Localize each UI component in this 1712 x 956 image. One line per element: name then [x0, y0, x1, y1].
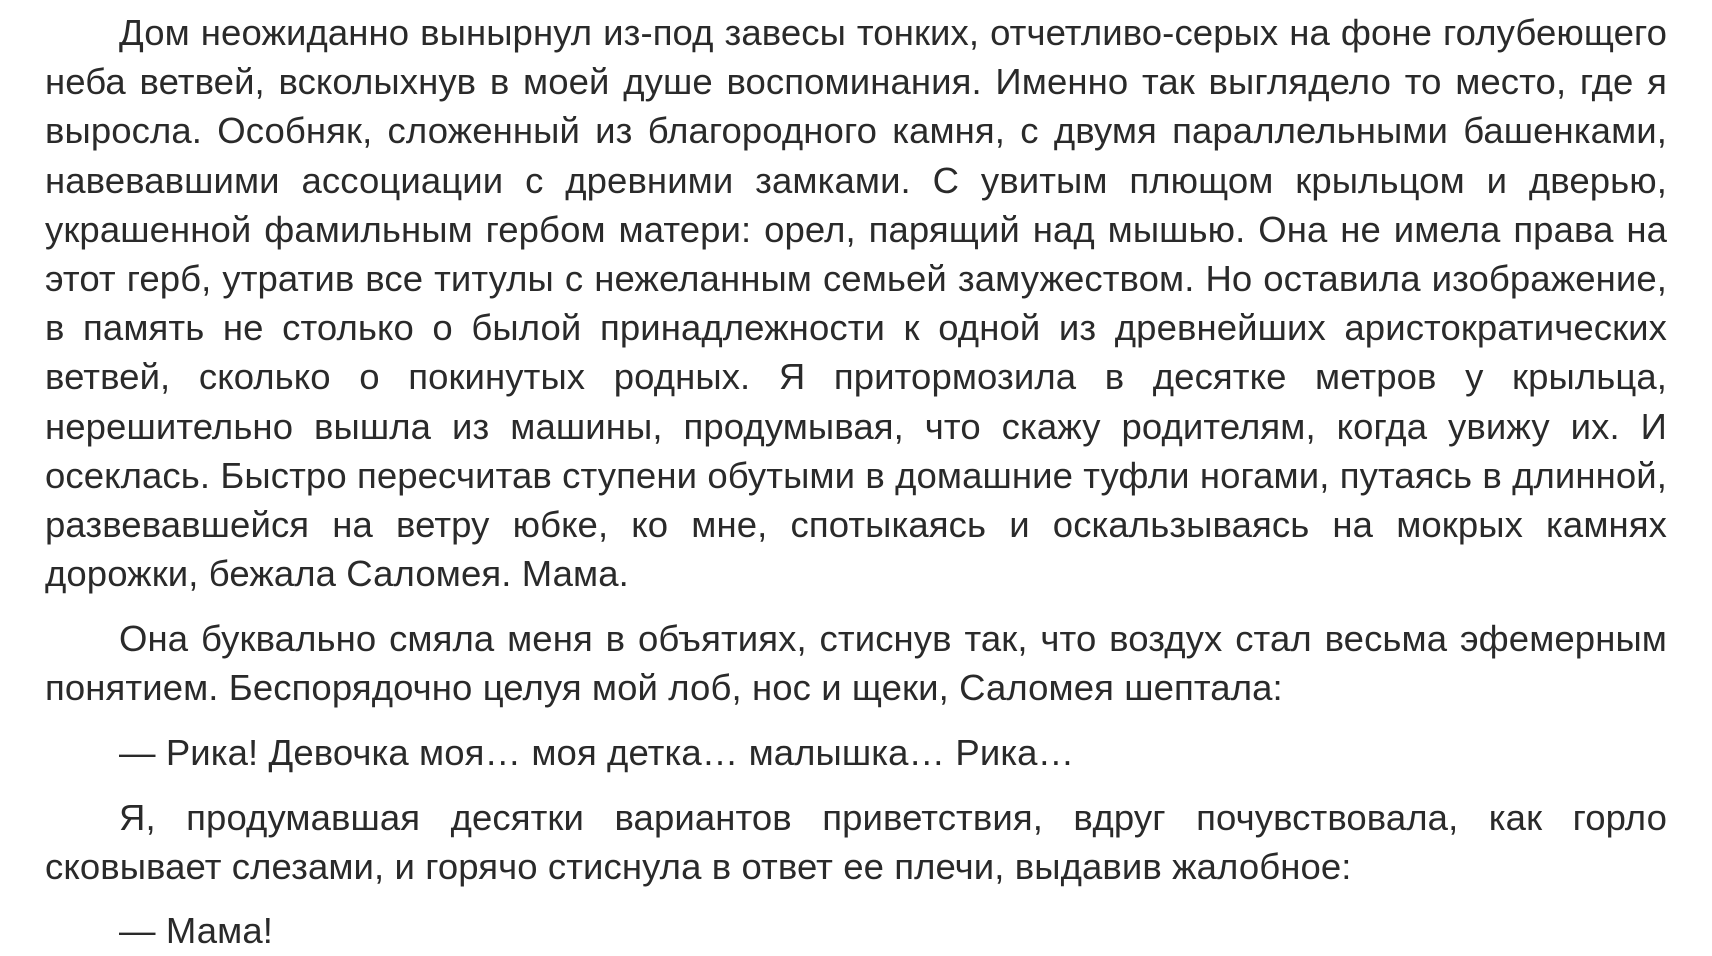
dialogue-line: — Мама!: [119, 910, 273, 952]
document-page: [0, 8, 1712, 952]
paragraph: Она буквально смяла меня в объятиях, стиснув так, что воздух стал весьма эфемерным понятием. Беспорядочно целуя мой лоб, нос и щеки, Саломея шептала:: [45, 617, 1667, 709]
dialogue-line: — Рика! Девочка моя… моя детка… малышка… Рика…: [119, 731, 1075, 773]
paragraph: Я, продумавшая десятки вариантов приветствия, вдруг почувствовала, как горло сковывает слезами, и горячо стиснула в ответ ее плечи, выдавив жалобное:: [45, 796, 1667, 887]
paragraph: Дом неожиданно вынырнул из-под завесы тонких, отчетливо-серых на фоне голубеющего неба ветвей, всколыхнув в моей душе воспоминания. Именно так выглядело то место, где я выросла. Особняк, сложенный из благородного камня, с двумя параллельными башенками, навевавшими ассоциации с древними замками. С увитым плющом крыльцом и дверью, украшенной фамильным гербом матери: орел, парящий над мышью. Она не имела права на этот герб, утратив все титулы с нежеланным семьей замужеством. Но оставила изображение, в память не столько о былой принадлежности к одной из древнейших аристократических ветвей, сколько о покинутых родных. Я притормозила в десятке метров у крыльца, нерешительно вышла из машины, продумывая, что скажу родителям, когда увижу их. И осеклась. Быстро пересчитав ступени обутыми в домашние туфли ногами, путаясь в длинной, развевавшейся на ветру юбке, ко мне, спотыкаясь и оскальзываясь на мокрых камнях дорожки, бежала Саломея. Мама.: [45, 12, 1667, 595]
